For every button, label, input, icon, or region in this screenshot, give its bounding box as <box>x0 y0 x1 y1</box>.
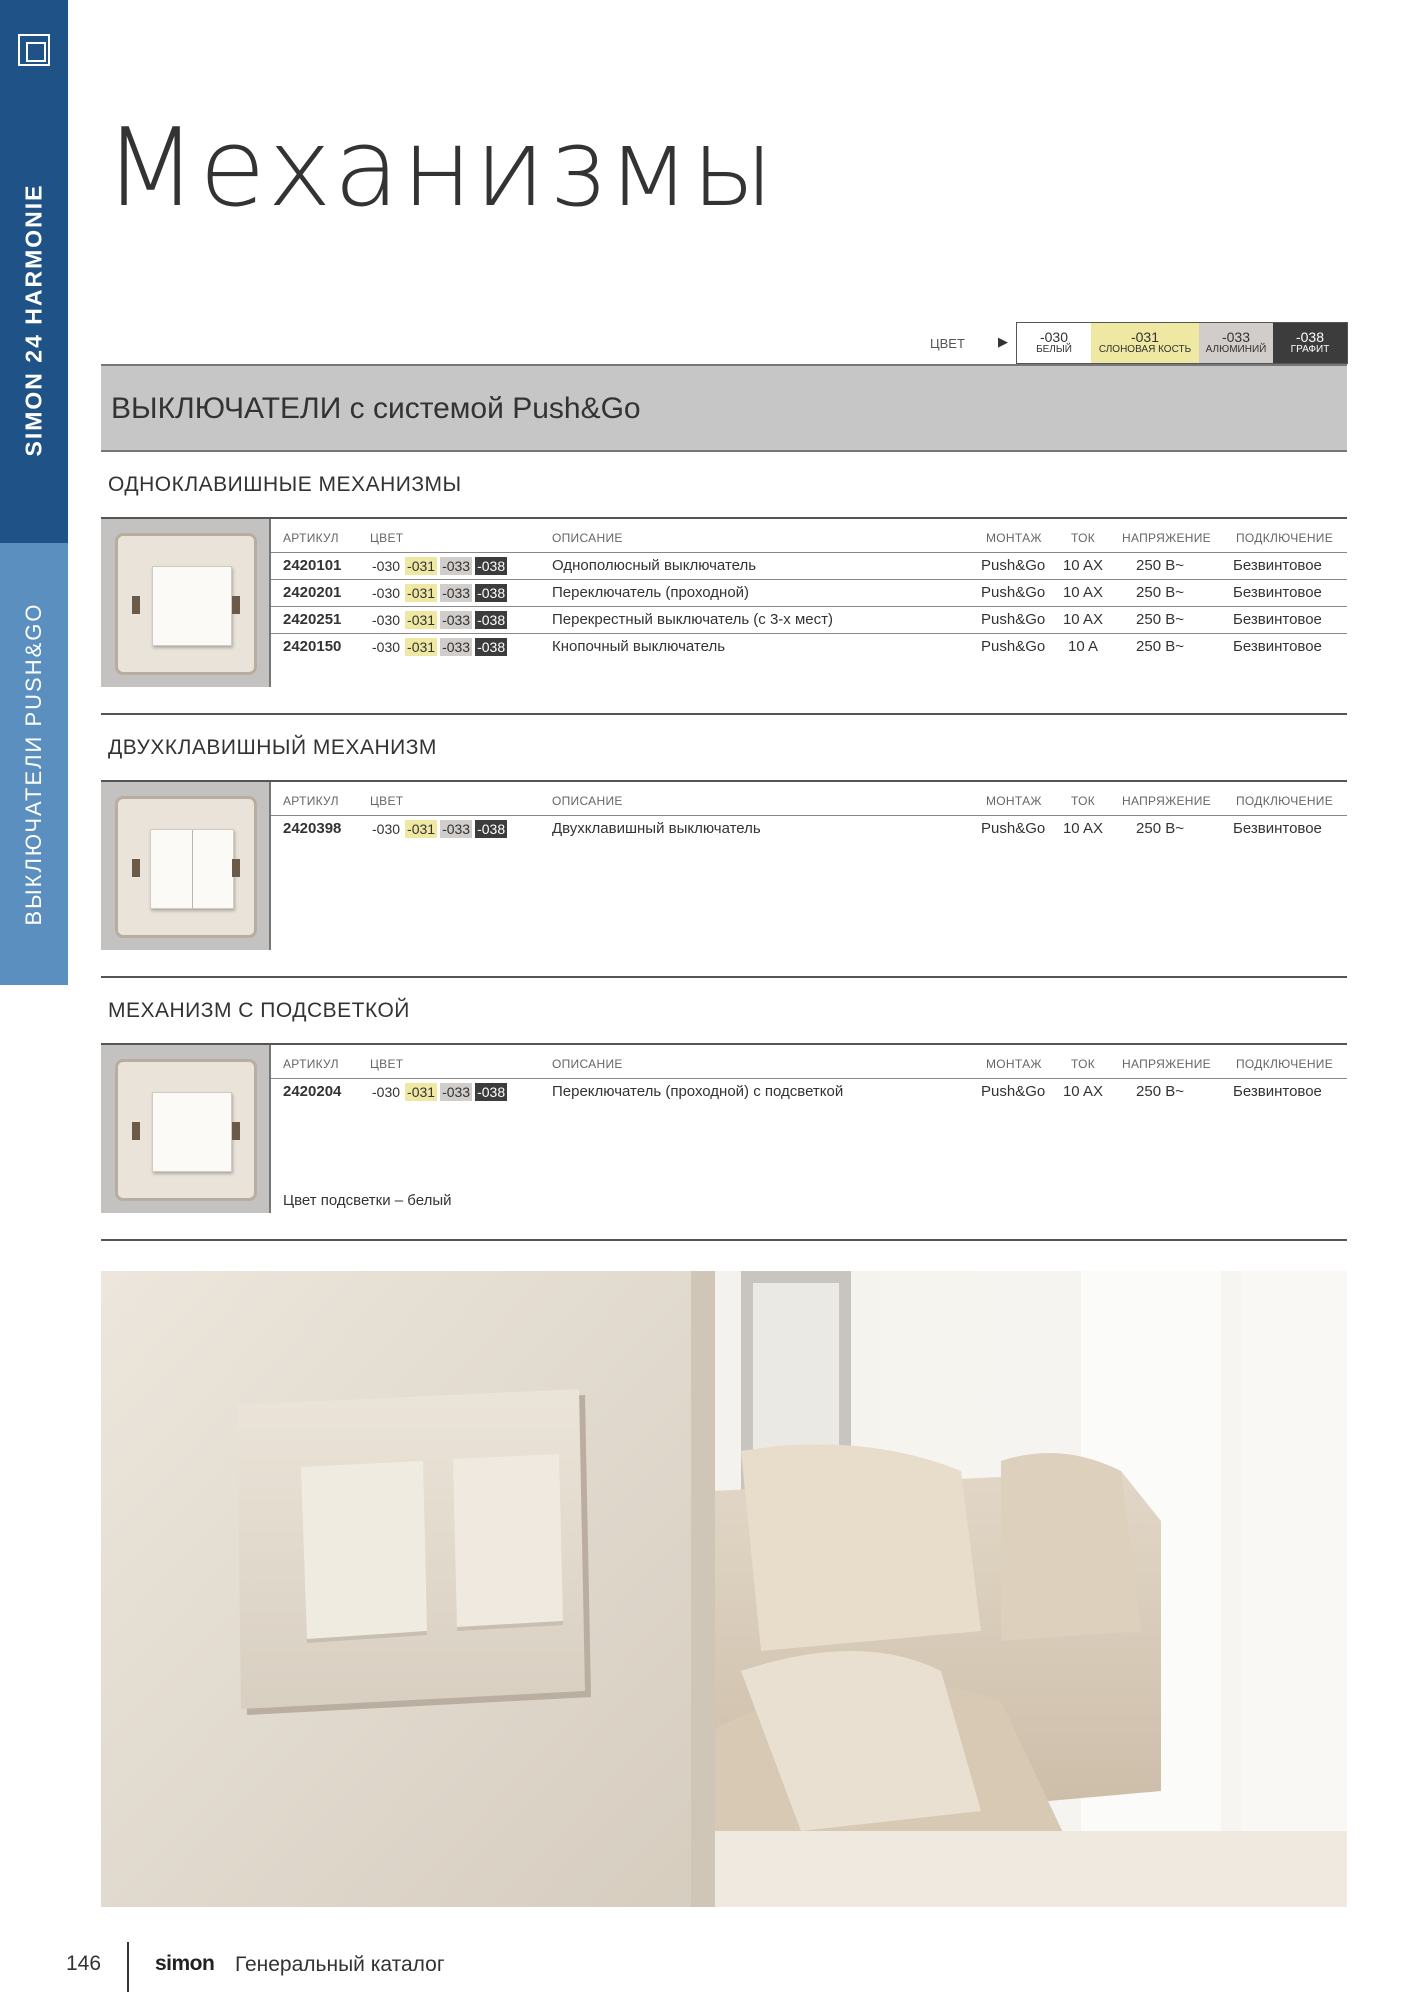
color-legend-label: ЦВЕТ <box>930 336 965 351</box>
color-swatch-graphite: -038 ГРАФИТ <box>1273 323 1347 363</box>
table-row: 2420204 -030 -031 -033 -038 Переключатель (проходной) с подсветкой Push&Go 10 AX 250 В~ Безвинтовое <box>283 1083 1322 1100</box>
product-table <box>271 519 1347 661</box>
section-header <box>101 364 1347 452</box>
sidebar-series-label: SIMON 24 HARMONIE <box>20 183 47 457</box>
divider <box>101 713 1347 715</box>
product-image-single-key <box>101 519 271 687</box>
section-title: ВЫКЛЮЧАТЕЛИ с системой Push&Go <box>111 392 641 425</box>
page-title: Механизмы <box>104 106 776 231</box>
backlight-note: Цвет подсветки – белый <box>283 1192 452 1209</box>
table-row: 2420398 -030 -031 -033 -038 Двухклавишный выключатель Push&Go 10 AX 250 В~ Безвинтовое <box>283 820 1322 837</box>
divider <box>101 976 1347 978</box>
table-row: 2420251 -030 -031 -033 -038 Перекрестный выключатель (с 3-х мест) Push&Go 10 AX 250 В~ Безвинтовое <box>271 607 1347 634</box>
sidebar-series-block <box>0 0 68 543</box>
brand-logo: simon <box>155 1952 215 1975</box>
table-header: АРТИКУЛ ЦВЕТ ОПИСАНИЕ МОНТАЖ ТОК НАПРЯЖЕНИЕ ПОДКЛЮЧЕНИЕ <box>271 1045 1347 1079</box>
table-row: 2420150 -030 -031 -033 -038 Кнопочный выключатель Push&Go 10 A 250 В~ Безвинтовое <box>283 638 1322 655</box>
group-title: МЕХАНИЗМ С ПОДСВЕТКОЙ <box>108 999 410 1022</box>
group-title: ОДНОКЛАВИШНЫЕ МЕХАНИЗМЫ <box>108 473 462 496</box>
table-header: АРТИКУЛ ЦВЕТ ОПИСАНИЕ МОНТАЖ ТОК НАПРЯЖЕНИЕ ПОДКЛЮЧЕНИЕ <box>271 782 1347 816</box>
color-swatch-aluminium: -033 АЛЮМИНИЙ <box>1199 323 1273 363</box>
color-legend <box>1016 322 1348 364</box>
product-image-double-key <box>101 782 271 950</box>
footer-divider <box>127 1942 129 1992</box>
page-number: 146 <box>66 1952 102 1975</box>
color-swatch-ivory: -031 СЛОНОВАЯ КОСТЬ <box>1091 323 1199 363</box>
divider <box>101 1239 1347 1241</box>
frame-icon <box>18 34 50 66</box>
product-image-backlit-key <box>101 1045 271 1213</box>
interior-photo <box>101 1271 1347 1907</box>
product-table <box>271 782 1347 843</box>
color-swatch-white: -030 БЕЛЫЙ <box>1017 323 1091 363</box>
table-row: 2420101 -030 -031 -033 -038 Однополюсный выключатель Push&Go 10 AX 250 В~ Безвинтовое <box>271 553 1347 580</box>
table-header: АРТИКУЛ ЦВЕТ ОПИСАНИЕ МОНТАЖ ТОК НАПРЯЖЕНИЕ ПОДКЛЮЧЕНИЕ <box>271 519 1347 553</box>
table-row: 2420201 -030 -031 -033 -038 Переключатель (проходной) Push&Go 10 AX 250 В~ Безвинтовое <box>271 580 1347 607</box>
catalog-name: Генеральный каталог <box>235 1953 445 1976</box>
product-table <box>271 1045 1347 1106</box>
arrow-right-icon: ▶ <box>998 334 1008 349</box>
sidebar-section-label: ВЫКЛЮЧАТЕЛИ PUSH&GO <box>21 602 46 926</box>
group-title: ДВУХКЛАВИШНЫЙ МЕХАНИЗМ <box>108 736 437 759</box>
